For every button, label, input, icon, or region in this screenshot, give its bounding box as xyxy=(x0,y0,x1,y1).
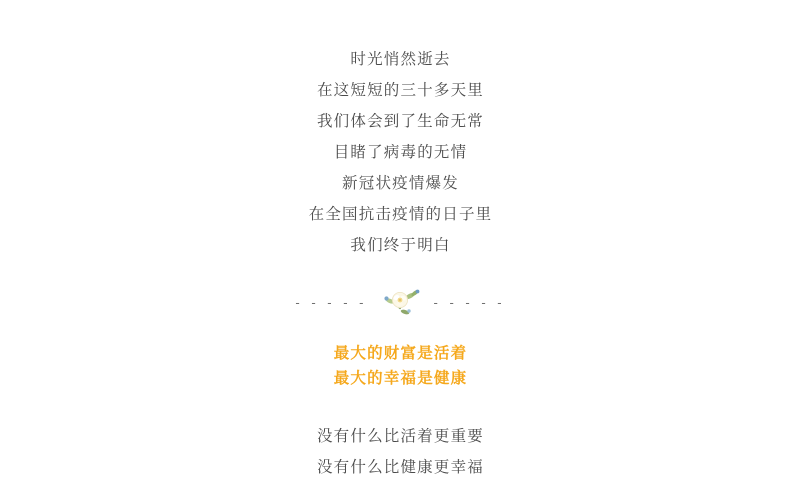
flower-ornament-icon xyxy=(378,285,424,319)
poem-line: 时光悄然逝去 xyxy=(350,51,451,68)
poem-line: 在全国抗击疫情的日子里 xyxy=(308,206,493,223)
highlight-line: 最大的幸福是健康 xyxy=(333,370,468,387)
closing-line: 没有什么比健康更幸福 xyxy=(316,459,484,476)
highlight-stanza xyxy=(334,341,468,391)
poem-line: 我们终于明白 xyxy=(350,237,451,254)
poem-line: 在这短短的三十多天里 xyxy=(316,82,484,99)
poem-stanza xyxy=(0,44,801,261)
divider-dashes-right: - - - - - xyxy=(433,294,506,310)
highlight-line: 最大的财富是活着 xyxy=(333,345,468,362)
closing-stanza xyxy=(317,421,484,483)
poem-line: 目睹了病毒的无情 xyxy=(333,144,468,161)
poem-line: 我们体会到了生命无常 xyxy=(316,113,484,130)
divider-dashes-left: - - - - - xyxy=(295,294,368,310)
poem-line: 新冠状疫情爆发 xyxy=(342,175,459,192)
section-divider xyxy=(295,285,505,319)
closing-line: 没有什么比活着更重要 xyxy=(316,428,484,445)
